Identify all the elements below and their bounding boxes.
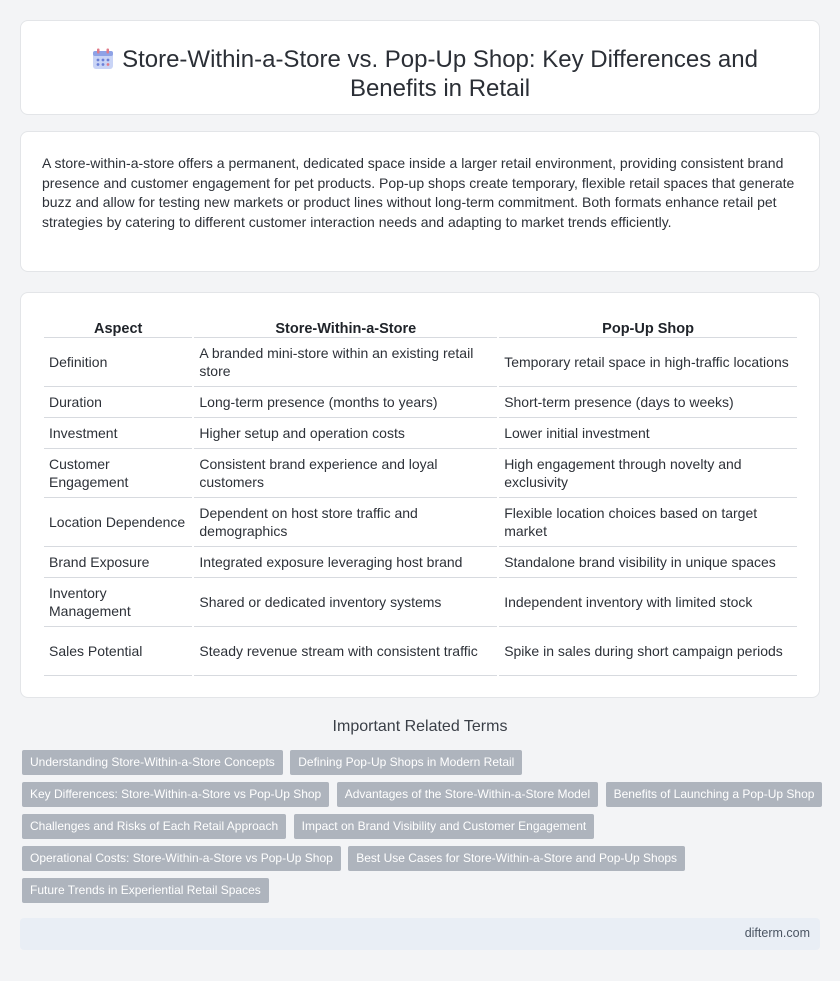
related-term-tag[interactable]: Key Differences: Store-Within-a-Store vs Pop-Up Shop — [22, 782, 329, 807]
table-cell-aspect: Definition — [44, 338, 192, 387]
related-term-tag[interactable]: Defining Pop-Up Shops in Modern Retail — [290, 750, 522, 775]
related-term-tag[interactable]: Impact on Brand Visibility and Customer Engagement — [294, 814, 595, 839]
table-row — [44, 449, 797, 498]
table-cell: Steady revenue stream with consistent traffic — [194, 627, 497, 676]
table-row — [44, 418, 797, 449]
table-cell: Standalone brand visibility in unique spaces — [499, 547, 797, 578]
table-cell-aspect: Customer Engagement — [44, 449, 192, 498]
table-cell-aspect: Investment — [44, 418, 192, 449]
table-cell-aspect: Brand Exposure — [44, 547, 192, 578]
related-term-tag[interactable]: Future Trends in Experiential Retail Spaces — [22, 878, 269, 903]
table-cell: Short-term presence (days to weeks) — [499, 387, 797, 418]
table-cell-aspect: Sales Potential — [44, 627, 192, 676]
related-term-tag[interactable]: Best Use Cases for Store-Within-a-Store and Pop-Up Shops — [348, 846, 685, 871]
related-terms-heading: Important Related Terms — [332, 718, 508, 735]
tag-row — [22, 814, 822, 846]
header-pop-up-shop: Pop-Up Shop — [499, 316, 797, 338]
footer-site-link[interactable]: difterm.com — [744, 926, 810, 940]
table-cell-aspect: Location Dependence — [44, 498, 192, 547]
table-cell: Shared or dedicated inventory systems — [194, 578, 497, 627]
table-header-row — [44, 316, 797, 338]
tag-row — [22, 878, 822, 910]
table-cell: Independent inventory with limited stock — [499, 578, 797, 627]
table-cell-aspect: Duration — [44, 387, 192, 418]
related-term-tag[interactable]: Advantages of the Store-Within-a-Store Model — [337, 782, 598, 807]
table-cell: Dependent on host store traffic and demographics — [194, 498, 497, 547]
header-store-within-a-store: Store-Within-a-Store — [194, 316, 497, 338]
table-cell: Integrated exposure leveraging host brand — [194, 547, 497, 578]
table-row — [44, 498, 797, 547]
page-title: Store-Within-a-Store vs. Pop-Up Shop: Key Differences and Benefits in Retail — [122, 46, 758, 102]
related-term-tag[interactable]: Challenges and Risks of Each Retail Approach — [22, 814, 286, 839]
table-cell: High engagement through novelty and exclusivity — [499, 449, 797, 498]
intro-card — [20, 131, 820, 272]
table-cell-aspect: Inventory Management — [44, 578, 192, 627]
table-row — [44, 578, 797, 627]
intro-paragraph: A store-within-a-store offers a permanent, dedicated space inside a larger retail environment, providing consistent brand presence and customer engagement for pet products. Pop-up shops create temporary, flexible retail spaces that generate buzz and allow for testing new markets or product lines without long-term commitment. Both formats enhance retail pet strategies by catering to different customer interaction needs and adapting to market trends efficiently. — [42, 155, 795, 230]
related-term-tag[interactable]: Operational Costs: Store-Within-a-Store vs Pop-Up Shop — [22, 846, 341, 871]
related-terms-list — [22, 750, 822, 910]
table-row — [44, 627, 797, 676]
table-cell: Temporary retail space in high-traffic locations — [499, 338, 797, 387]
footer — [20, 918, 820, 950]
table-row — [44, 547, 797, 578]
header-aspect: Aspect — [44, 316, 192, 338]
table-cell: Lower initial investment — [499, 418, 797, 449]
related-term-tag[interactable]: Benefits of Launching a Pop-Up Shop — [606, 782, 823, 807]
title-card — [20, 20, 820, 115]
table-row — [44, 338, 797, 387]
tag-row — [22, 782, 822, 814]
comparison-table-card — [20, 292, 820, 698]
table-row — [44, 387, 797, 418]
table-cell: Consistent brand experience and loyal customers — [194, 449, 497, 498]
table-cell: A branded mini-store within an existing retail store — [194, 338, 497, 387]
table-cell: Long-term presence (months to years) — [194, 387, 497, 418]
tag-row — [22, 750, 822, 782]
table-cell: Higher setup and operation costs — [194, 418, 497, 449]
tag-row — [22, 846, 822, 878]
table-cell: Spike in sales during short campaign periods — [499, 627, 797, 676]
comparison-table — [42, 316, 799, 676]
related-term-tag[interactable]: Understanding Store-Within-a-Store Concepts — [22, 750, 283, 775]
table-cell: Flexible location choices based on target market — [499, 498, 797, 547]
